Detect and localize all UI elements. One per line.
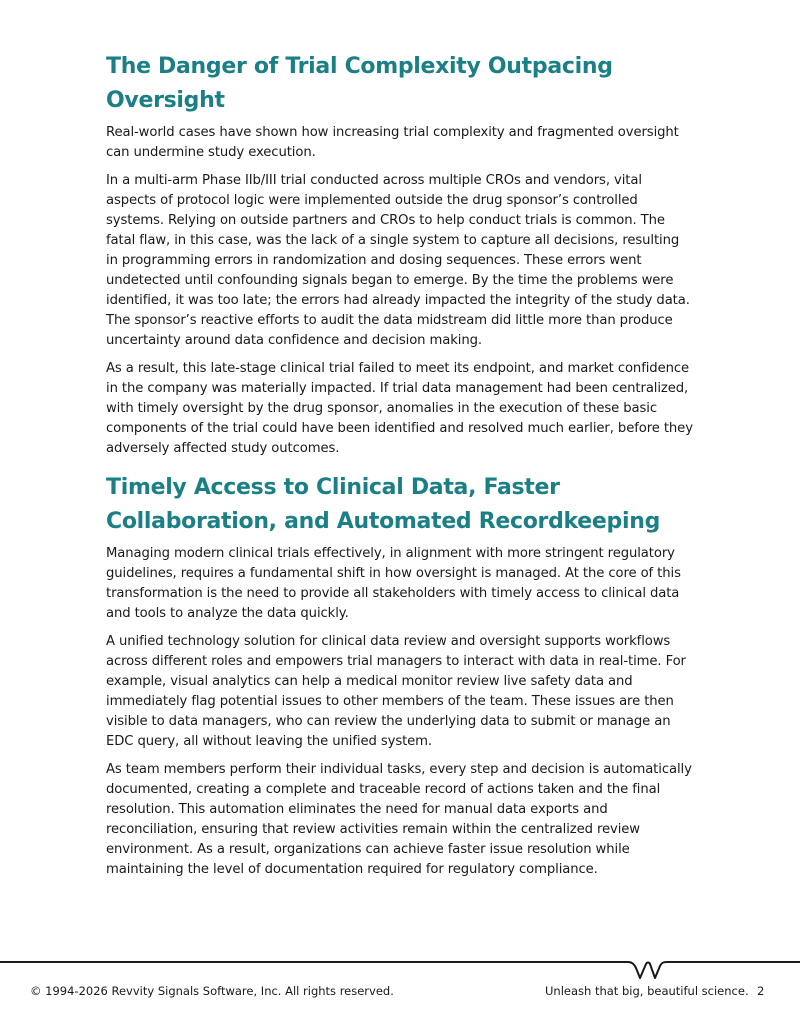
- paragraph: Real-world cases have shown how increasing trial complexity and fragmented oversight can undermine study execution.: [106, 125, 679, 160]
- section-heading-danger: The Danger of Trial Complexity Outpacing Oversight: [106, 54, 613, 113]
- paragraph: As team members perform their individual tasks, every step and decision is automatically documented, creating a complete and traceable record of actions taken and the final resolution. This automation eliminates the need for manual data exports and reconciliation, ensuring that review activities remain within the centralized review environment. As a result, organizations can achieve faster issue resolution while maintaining the level of documentation required for regulatory compliance.: [106, 762, 692, 877]
- paragraph: In a multi-arm Phase IIb/III trial conducted across multiple CROs and vendors, vital aspects of protocol logic were implemented outside the drug sponsor’s controlled systems. Relying on outside partners and CROs to help conduct trials is common. The fatal flaw, in this case, was the lack of a single system to capture all decisions, resulting in programming errors in randomization and dosing sequences. These errors went undetected until confounding signals began to emerge. By the time the problems were identified, it was too late; the errors had already impacted the integrity of the study data. The sponsor’s reactive efforts to audit the data midstream did little more than produce uncertainty around data confidence and decision making.: [106, 173, 690, 348]
- footer-divider-logo-line: [0, 948, 800, 988]
- section-heading-timely-access: Timely Access to Clinical Data, Faster Collaboration, and Automated Recordkeeping: [106, 475, 661, 534]
- footer-copyright: © 1994-2026 Revvity Signals Software, Inc. All rights reserved.: [30, 984, 394, 998]
- footer-tagline: Unleash that big, beautiful science.: [545, 984, 749, 998]
- paragraph: A unified technology solution for clinical data review and oversight supports workflows across different roles and empowers trial managers to interact with data in real-time. For example, visual analytics can help a medical monitor review live safety data and immediately flag potential issues to other members of the team. These issues are then visible to data managers, who can review the underlying data to submit or manage an EDC query, all without leaving the unified system.: [106, 634, 686, 749]
- page-number: 2: [757, 984, 765, 998]
- paragraph: As a result, this late-stage clinical trial failed to meet its endpoint, and market confidence in the company was materially impacted. If trial data management had been centralized, with timely oversight by the drug sponsor, anomalies in the execution of these basic components of the trial could have been identified and resolved much earlier, before they adversely affected study outcomes.: [106, 361, 693, 456]
- paragraph: Managing modern clinical trials effectively, in alignment with more stringent regulatory guidelines, requires a fundamental shift in how oversight is managed. At the core of this transformation is the need to provide all stakeholders with timely access to clinical data and tools to analyze the data quickly.: [106, 546, 681, 621]
- article-body: [106, 50, 694, 888]
